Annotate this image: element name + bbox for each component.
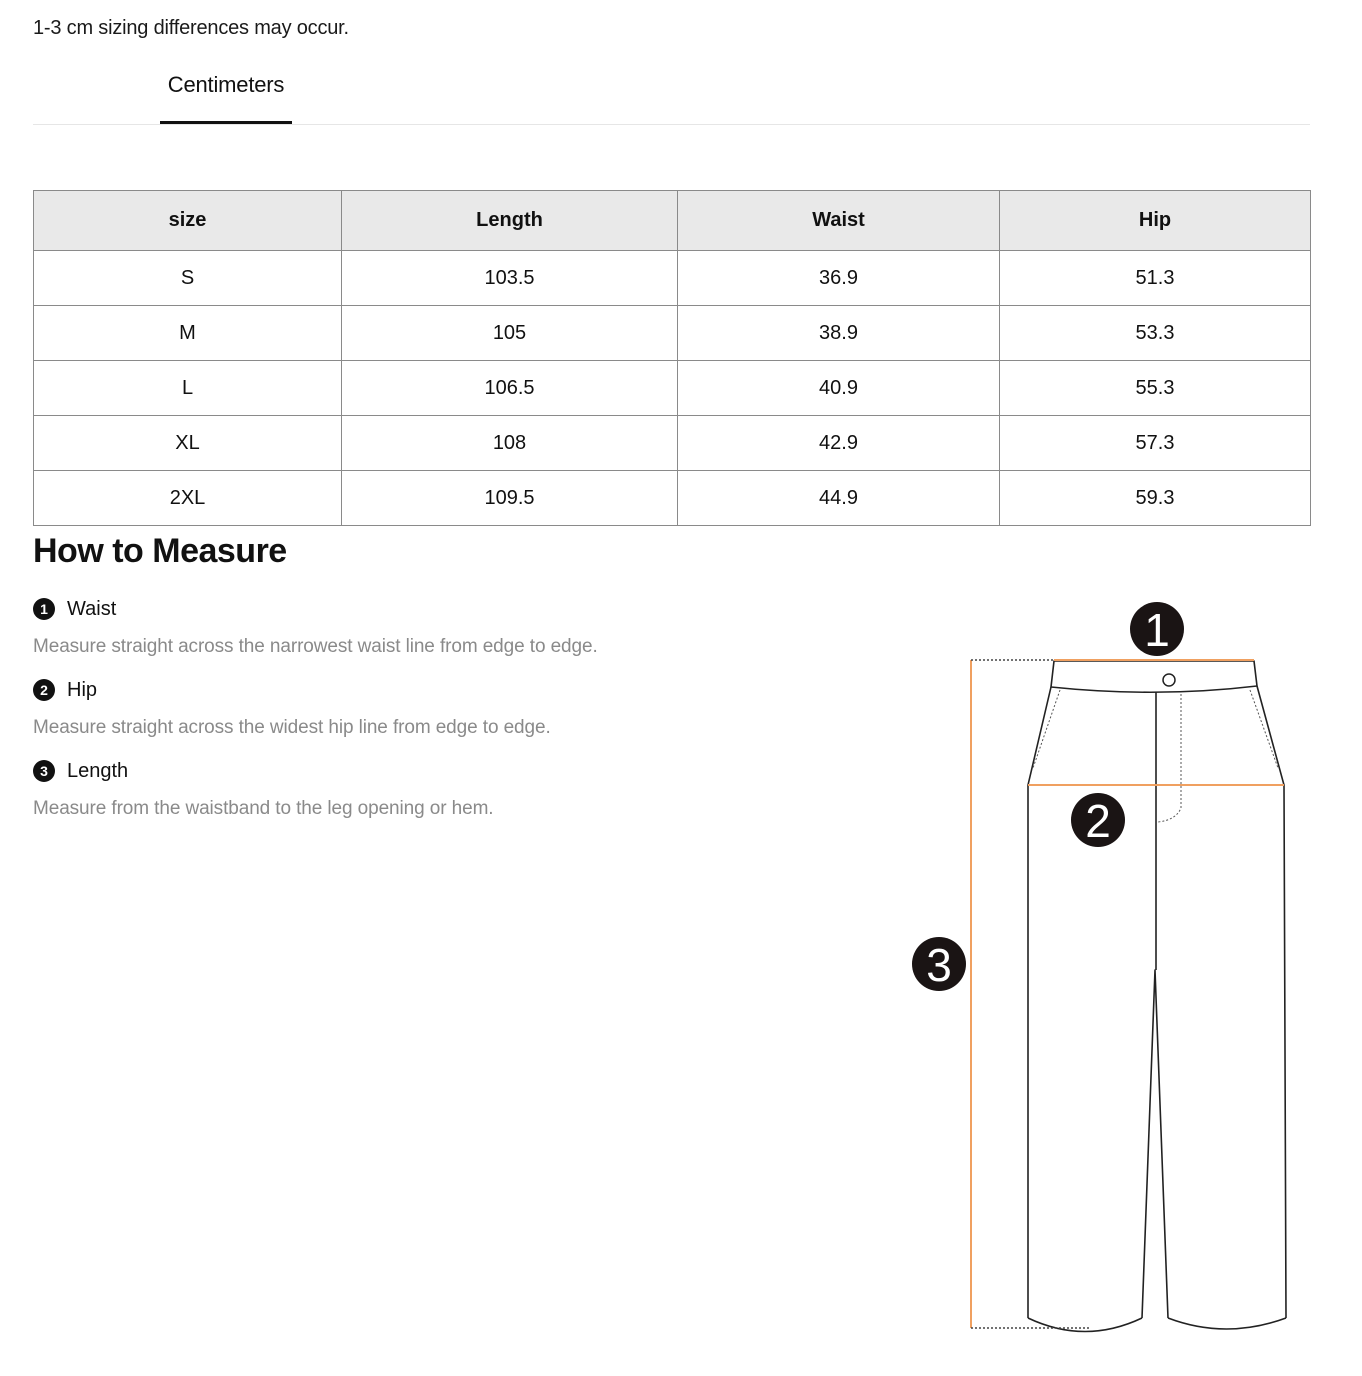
measure-step-hip bbox=[33, 677, 551, 739]
cell-length: 103.5 bbox=[342, 251, 678, 306]
size-chart-table bbox=[33, 190, 1311, 526]
column-header-length: Length bbox=[342, 191, 678, 251]
table-row bbox=[34, 416, 1311, 471]
cell-waist: 44.9 bbox=[678, 471, 1000, 526]
marker-2-label: 2 bbox=[1085, 795, 1111, 847]
column-header-size: size bbox=[34, 191, 342, 251]
cell-waist: 38.9 bbox=[678, 306, 1000, 361]
cell-waist: 42.9 bbox=[678, 416, 1000, 471]
button-icon bbox=[1163, 674, 1175, 686]
cell-length: 105 bbox=[342, 306, 678, 361]
pants-outline bbox=[1028, 661, 1286, 1332]
cell-length: 109.5 bbox=[342, 471, 678, 526]
measure-step-waist bbox=[33, 596, 598, 658]
cell-hip: 53.3 bbox=[1000, 306, 1311, 361]
cell-size: 2XL bbox=[34, 471, 342, 526]
pants-measurement-diagram bbox=[900, 595, 1320, 1340]
how-to-measure-title: How to Measure bbox=[33, 532, 287, 570]
cell-length: 108 bbox=[342, 416, 678, 471]
cell-size: M bbox=[34, 306, 342, 361]
length-guides bbox=[971, 660, 1090, 1328]
table-row bbox=[34, 306, 1311, 361]
cell-size: L bbox=[34, 361, 342, 416]
cell-waist: 36.9 bbox=[678, 251, 1000, 306]
step-description: Measure from the waistband to the leg opening or hem. bbox=[33, 798, 494, 819]
sizing-note: 1-3 cm sizing differences may occur. bbox=[33, 17, 349, 39]
tab-centimeters[interactable]: Centimeters bbox=[160, 72, 292, 124]
cell-length: 106.5 bbox=[342, 361, 678, 416]
number-2-icon: 2 bbox=[33, 679, 55, 701]
cell-waist: 40.9 bbox=[678, 361, 1000, 416]
measure-step-length bbox=[33, 758, 493, 820]
step-label: Length bbox=[67, 759, 129, 782]
column-header-hip: Hip bbox=[1000, 191, 1311, 251]
table-row bbox=[34, 471, 1311, 526]
marker-1-label: 1 bbox=[1144, 604, 1170, 656]
cell-size: S bbox=[34, 251, 342, 306]
cell-size: XL bbox=[34, 416, 342, 471]
step-label: Waist bbox=[67, 597, 117, 620]
step-label: Hip bbox=[67, 678, 98, 701]
step-description: Measure straight across the narrowest waist line from edge to edge. bbox=[33, 636, 598, 657]
cell-hip: 51.3 bbox=[1000, 251, 1311, 306]
cell-hip: 57.3 bbox=[1000, 416, 1311, 471]
measurement-lines bbox=[971, 660, 1284, 1328]
unit-tabs bbox=[33, 60, 1310, 125]
number-3-icon: 3 bbox=[33, 760, 55, 782]
cell-hip: 59.3 bbox=[1000, 471, 1311, 526]
cell-hip: 55.3 bbox=[1000, 361, 1311, 416]
step-description: Measure straight across the widest hip line from edge to edge. bbox=[33, 717, 551, 738]
table-row bbox=[34, 251, 1311, 306]
number-1-icon: 1 bbox=[33, 598, 55, 620]
marker-3-label: 3 bbox=[926, 939, 952, 991]
table-header-row bbox=[34, 191, 1311, 251]
table-row bbox=[34, 361, 1311, 416]
column-header-waist: Waist bbox=[678, 191, 1000, 251]
